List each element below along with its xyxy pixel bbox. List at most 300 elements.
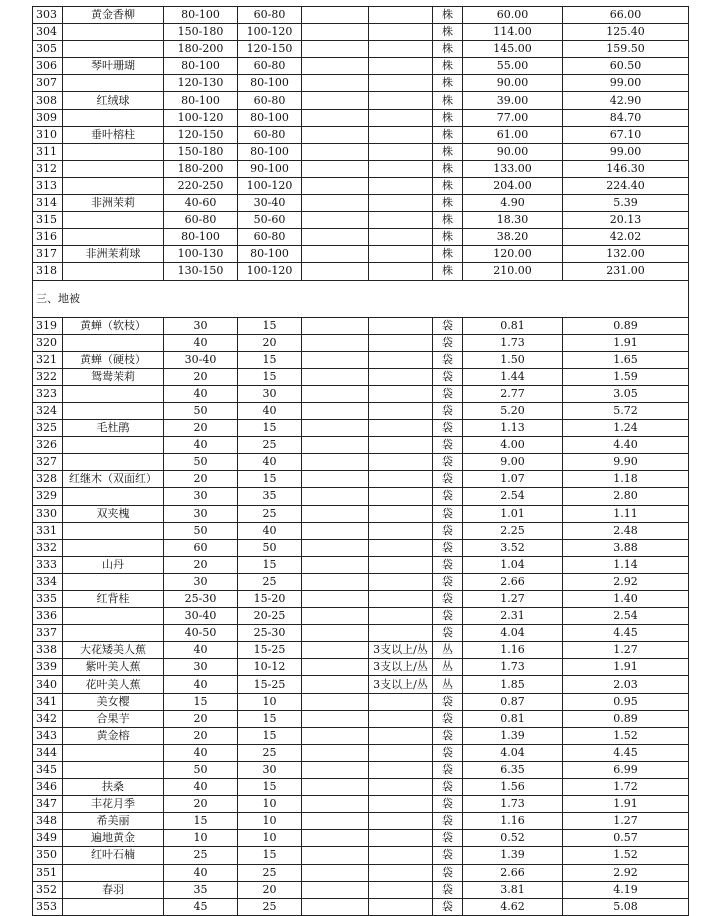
height-spec: 15 bbox=[238, 710, 302, 727]
table-row bbox=[33, 830, 689, 847]
unit-cell: 袋 bbox=[433, 796, 463, 813]
row-number: 304 bbox=[33, 24, 63, 41]
row-number: 335 bbox=[33, 591, 63, 608]
price-1: 3.52 bbox=[463, 539, 563, 556]
note-cell bbox=[369, 488, 433, 505]
price-2: 1.18 bbox=[563, 471, 689, 488]
row-number: 325 bbox=[33, 420, 63, 437]
price-2: 1.27 bbox=[563, 813, 689, 830]
price-1: 1.27 bbox=[463, 591, 563, 608]
height-spec: 50 bbox=[238, 539, 302, 556]
table-row bbox=[33, 437, 689, 454]
price-2: 0.89 bbox=[563, 317, 689, 334]
note-cell bbox=[369, 351, 433, 368]
blank-cell bbox=[302, 779, 369, 796]
crown-spec: 20 bbox=[164, 368, 238, 385]
note-cell bbox=[369, 830, 433, 847]
price-1: 210.00 bbox=[463, 263, 563, 280]
row-number: 321 bbox=[33, 351, 63, 368]
unit-cell: 袋 bbox=[433, 454, 463, 471]
plant-name: 扶桑 bbox=[63, 779, 164, 796]
price-2: 2.92 bbox=[563, 864, 689, 881]
height-spec: 60-80 bbox=[238, 58, 302, 75]
price-2: 1.59 bbox=[563, 368, 689, 385]
note-cell bbox=[369, 7, 433, 24]
price-1: 9.00 bbox=[463, 454, 563, 471]
price-2: 84.70 bbox=[563, 109, 689, 126]
blank-cell bbox=[302, 744, 369, 761]
crown-spec: 30-40 bbox=[164, 351, 238, 368]
unit-cell: 袋 bbox=[433, 779, 463, 796]
blank-cell bbox=[302, 676, 369, 693]
note-cell bbox=[369, 143, 433, 160]
height-spec: 15-25 bbox=[238, 676, 302, 693]
blank-cell bbox=[302, 437, 369, 454]
height-spec: 10-12 bbox=[238, 659, 302, 676]
blank-cell bbox=[302, 351, 369, 368]
plant-name: 琴叶珊瑚 bbox=[63, 58, 164, 75]
price-2: 1.65 bbox=[563, 351, 689, 368]
table-row bbox=[33, 41, 689, 58]
plant-name bbox=[63, 625, 164, 642]
row-number: 336 bbox=[33, 608, 63, 625]
plant-name: 非洲茉莉球 bbox=[63, 246, 164, 263]
price-2: 1.11 bbox=[563, 505, 689, 522]
price-2: 67.10 bbox=[563, 126, 689, 143]
note-cell: 3支以上/丛 bbox=[369, 676, 433, 693]
blank-cell bbox=[302, 813, 369, 830]
price-1: 2.66 bbox=[463, 573, 563, 590]
row-number: 338 bbox=[33, 642, 63, 659]
price-2: 5.39 bbox=[563, 195, 689, 212]
crown-spec: 50 bbox=[164, 454, 238, 471]
row-number: 334 bbox=[33, 573, 63, 590]
crown-spec: 80-100 bbox=[164, 58, 238, 75]
blank-cell bbox=[302, 864, 369, 881]
plant-name bbox=[63, 573, 164, 590]
table-row bbox=[33, 591, 689, 608]
crown-spec: 40 bbox=[164, 642, 238, 659]
price-2: 146.30 bbox=[563, 160, 689, 177]
blank-cell bbox=[302, 488, 369, 505]
plant-name: 希美丽 bbox=[63, 813, 164, 830]
unit-cell: 株 bbox=[433, 263, 463, 280]
price-1: 133.00 bbox=[463, 160, 563, 177]
plant-name bbox=[63, 160, 164, 177]
crown-spec: 80-100 bbox=[164, 92, 238, 109]
table-row bbox=[33, 642, 689, 659]
plant-name: 花叶美人蕉 bbox=[63, 676, 164, 693]
crown-spec: 25-30 bbox=[164, 591, 238, 608]
height-spec: 40 bbox=[238, 522, 302, 539]
crown-spec: 45 bbox=[164, 898, 238, 915]
crown-spec: 60 bbox=[164, 539, 238, 556]
blank-cell bbox=[302, 420, 369, 437]
plant-name bbox=[63, 488, 164, 505]
price-2: 2.48 bbox=[563, 522, 689, 539]
plant-name bbox=[63, 109, 164, 126]
price-1: 1.04 bbox=[463, 556, 563, 573]
price-2: 224.40 bbox=[563, 177, 689, 194]
crown-spec: 30-40 bbox=[164, 608, 238, 625]
blank-cell bbox=[302, 402, 369, 419]
table-row bbox=[33, 263, 689, 280]
plant-name bbox=[63, 608, 164, 625]
blank-cell bbox=[302, 898, 369, 915]
crown-spec: 50 bbox=[164, 402, 238, 419]
crown-spec: 120-150 bbox=[164, 126, 238, 143]
height-spec: 100-120 bbox=[238, 263, 302, 280]
plant-name bbox=[63, 522, 164, 539]
note-cell bbox=[369, 522, 433, 539]
plant-name: 大花矮美人蕉 bbox=[63, 642, 164, 659]
height-spec: 90-100 bbox=[238, 160, 302, 177]
height-spec: 15 bbox=[238, 727, 302, 744]
height-spec: 25 bbox=[238, 437, 302, 454]
price-1: 2.66 bbox=[463, 864, 563, 881]
price-table bbox=[32, 6, 689, 916]
note-cell bbox=[369, 385, 433, 402]
row-number: 330 bbox=[33, 505, 63, 522]
blank-cell bbox=[302, 454, 369, 471]
note-cell bbox=[369, 881, 433, 898]
crown-spec: 30 bbox=[164, 317, 238, 334]
price-2: 4.45 bbox=[563, 744, 689, 761]
row-number: 306 bbox=[33, 58, 63, 75]
height-spec: 100-120 bbox=[238, 177, 302, 194]
plant-name bbox=[63, 229, 164, 246]
table-row bbox=[33, 177, 689, 194]
row-number: 307 bbox=[33, 75, 63, 92]
unit-cell: 株 bbox=[433, 58, 463, 75]
row-number: 351 bbox=[33, 864, 63, 881]
note-cell bbox=[369, 195, 433, 212]
table-row bbox=[33, 351, 689, 368]
price-1: 1.07 bbox=[463, 471, 563, 488]
blank-cell bbox=[302, 727, 369, 744]
table-row bbox=[33, 898, 689, 915]
unit-cell: 袋 bbox=[433, 488, 463, 505]
price-2: 5.08 bbox=[563, 898, 689, 915]
plant-name: 双夹槐 bbox=[63, 505, 164, 522]
blank-cell bbox=[302, 505, 369, 522]
row-number: 327 bbox=[33, 454, 63, 471]
price-1: 4.04 bbox=[463, 625, 563, 642]
plant-name bbox=[63, 864, 164, 881]
blank-cell bbox=[302, 58, 369, 75]
unit-cell: 丛 bbox=[433, 659, 463, 676]
row-number: 353 bbox=[33, 898, 63, 915]
blank-cell bbox=[302, 591, 369, 608]
note-cell bbox=[369, 402, 433, 419]
blank-cell bbox=[302, 881, 369, 898]
plant-name: 丰花月季 bbox=[63, 796, 164, 813]
height-spec: 10 bbox=[238, 813, 302, 830]
price-2: 5.72 bbox=[563, 402, 689, 419]
price-1: 4.04 bbox=[463, 744, 563, 761]
table-row bbox=[33, 676, 689, 693]
note-cell bbox=[369, 92, 433, 109]
crown-spec: 130-150 bbox=[164, 263, 238, 280]
price-1: 1.50 bbox=[463, 351, 563, 368]
note-cell bbox=[369, 898, 433, 915]
note-cell: 3支以上/丛 bbox=[369, 642, 433, 659]
table-row bbox=[33, 160, 689, 177]
height-spec: 25 bbox=[238, 864, 302, 881]
height-spec: 15 bbox=[238, 317, 302, 334]
unit-cell: 株 bbox=[433, 160, 463, 177]
blank-cell bbox=[302, 177, 369, 194]
row-number: 333 bbox=[33, 556, 63, 573]
blank-cell bbox=[302, 625, 369, 642]
blank-cell bbox=[302, 761, 369, 778]
crown-spec: 20 bbox=[164, 471, 238, 488]
unit-cell: 袋 bbox=[433, 864, 463, 881]
row-number: 305 bbox=[33, 41, 63, 58]
height-spec: 25 bbox=[238, 505, 302, 522]
height-spec: 25 bbox=[238, 898, 302, 915]
price-1: 1.73 bbox=[463, 796, 563, 813]
price-2: 6.99 bbox=[563, 761, 689, 778]
crown-spec: 80-100 bbox=[164, 229, 238, 246]
unit-cell: 袋 bbox=[433, 317, 463, 334]
table-body-part-2 bbox=[33, 317, 689, 915]
table-row bbox=[33, 608, 689, 625]
price-2: 3.88 bbox=[563, 539, 689, 556]
table-row bbox=[33, 385, 689, 402]
note-cell bbox=[369, 761, 433, 778]
note-cell bbox=[369, 109, 433, 126]
table-row bbox=[33, 420, 689, 437]
blank-cell bbox=[302, 659, 369, 676]
plant-name bbox=[63, 212, 164, 229]
unit-cell: 株 bbox=[433, 195, 463, 212]
crown-spec: 35 bbox=[164, 881, 238, 898]
table-row bbox=[33, 58, 689, 75]
height-spec: 20-25 bbox=[238, 608, 302, 625]
height-spec: 30 bbox=[238, 385, 302, 402]
price-2: 1.52 bbox=[563, 847, 689, 864]
row-number: 329 bbox=[33, 488, 63, 505]
height-spec: 10 bbox=[238, 693, 302, 710]
unit-cell: 株 bbox=[433, 7, 463, 24]
plant-name: 遍地黄金 bbox=[63, 830, 164, 847]
note-cell bbox=[369, 625, 433, 642]
blank-cell bbox=[302, 693, 369, 710]
row-number: 343 bbox=[33, 727, 63, 744]
height-spec: 20 bbox=[238, 334, 302, 351]
unit-cell: 袋 bbox=[433, 898, 463, 915]
blank-cell bbox=[302, 334, 369, 351]
note-cell bbox=[369, 591, 433, 608]
crown-spec: 40 bbox=[164, 779, 238, 796]
price-2: 125.40 bbox=[563, 24, 689, 41]
price-2: 2.92 bbox=[563, 573, 689, 590]
crown-spec: 80-100 bbox=[164, 7, 238, 24]
price-1: 0.52 bbox=[463, 830, 563, 847]
row-number: 339 bbox=[33, 659, 63, 676]
height-spec: 100-120 bbox=[238, 24, 302, 41]
crown-spec: 10 bbox=[164, 830, 238, 847]
plant-name bbox=[63, 402, 164, 419]
price-2: 42.02 bbox=[563, 229, 689, 246]
price-2: 9.90 bbox=[563, 454, 689, 471]
row-number: 345 bbox=[33, 761, 63, 778]
table-row bbox=[33, 659, 689, 676]
unit-cell: 株 bbox=[433, 126, 463, 143]
unit-cell: 袋 bbox=[433, 608, 463, 625]
table-row bbox=[33, 402, 689, 419]
height-spec: 60-80 bbox=[238, 229, 302, 246]
price-2: 1.91 bbox=[563, 659, 689, 676]
blank-cell bbox=[302, 41, 369, 58]
unit-cell: 袋 bbox=[433, 505, 463, 522]
unit-cell: 株 bbox=[433, 177, 463, 194]
unit-cell: 袋 bbox=[433, 881, 463, 898]
table-row bbox=[33, 143, 689, 160]
row-number: 341 bbox=[33, 693, 63, 710]
blank-cell bbox=[302, 229, 369, 246]
note-cell bbox=[369, 710, 433, 727]
section-header-row bbox=[33, 280, 689, 317]
note-cell bbox=[369, 727, 433, 744]
note-cell bbox=[369, 437, 433, 454]
price-1: 0.81 bbox=[463, 710, 563, 727]
table-row bbox=[33, 75, 689, 92]
height-spec: 40 bbox=[238, 454, 302, 471]
price-1: 0.81 bbox=[463, 317, 563, 334]
price-2: 2.80 bbox=[563, 488, 689, 505]
blank-cell bbox=[302, 385, 369, 402]
height-spec: 60-80 bbox=[238, 7, 302, 24]
unit-cell: 袋 bbox=[433, 847, 463, 864]
unit-cell: 丛 bbox=[433, 642, 463, 659]
blank-cell bbox=[302, 608, 369, 625]
row-number: 320 bbox=[33, 334, 63, 351]
price-1: 4.62 bbox=[463, 898, 563, 915]
price-1: 204.00 bbox=[463, 177, 563, 194]
height-spec: 120-150 bbox=[238, 41, 302, 58]
price-2: 1.14 bbox=[563, 556, 689, 573]
table-body-part-1 bbox=[33, 7, 689, 281]
table-row bbox=[33, 881, 689, 898]
crown-spec: 60-80 bbox=[164, 212, 238, 229]
crown-spec: 40 bbox=[164, 437, 238, 454]
note-cell bbox=[369, 334, 433, 351]
unit-cell: 袋 bbox=[433, 556, 463, 573]
price-1: 2.54 bbox=[463, 488, 563, 505]
note-cell bbox=[369, 58, 433, 75]
blank-cell bbox=[302, 24, 369, 41]
unit-cell: 袋 bbox=[433, 351, 463, 368]
table-row bbox=[33, 505, 689, 522]
blank-cell bbox=[302, 573, 369, 590]
row-number: 340 bbox=[33, 676, 63, 693]
plant-name bbox=[63, 761, 164, 778]
plant-name bbox=[63, 539, 164, 556]
plant-name bbox=[63, 334, 164, 351]
table-row bbox=[33, 779, 689, 796]
row-number: 309 bbox=[33, 109, 63, 126]
unit-cell: 袋 bbox=[433, 591, 463, 608]
row-number: 346 bbox=[33, 779, 63, 796]
unit-cell: 袋 bbox=[433, 420, 463, 437]
blank-cell bbox=[302, 642, 369, 659]
section-title: 三、地被 bbox=[33, 280, 689, 317]
price-2: 99.00 bbox=[563, 143, 689, 160]
blank-cell bbox=[302, 368, 369, 385]
blank-cell bbox=[302, 471, 369, 488]
price-1: 1.44 bbox=[463, 368, 563, 385]
plant-name: 黄金榕 bbox=[63, 727, 164, 744]
price-1: 2.77 bbox=[463, 385, 563, 402]
price-sheet bbox=[32, 6, 688, 916]
row-number: 311 bbox=[33, 143, 63, 160]
section-row bbox=[33, 280, 689, 317]
plant-name: 紫叶美人蕉 bbox=[63, 659, 164, 676]
note-cell bbox=[369, 847, 433, 864]
note-cell bbox=[369, 573, 433, 590]
note-cell bbox=[369, 744, 433, 761]
row-number: 308 bbox=[33, 92, 63, 109]
table-row bbox=[33, 471, 689, 488]
plant-name bbox=[63, 75, 164, 92]
table-row bbox=[33, 744, 689, 761]
price-2: 0.89 bbox=[563, 710, 689, 727]
price-2: 42.90 bbox=[563, 92, 689, 109]
plant-name bbox=[63, 385, 164, 402]
unit-cell: 袋 bbox=[433, 471, 463, 488]
plant-name: 黄金香柳 bbox=[63, 7, 164, 24]
plant-name: 红绒球 bbox=[63, 92, 164, 109]
table-row bbox=[33, 229, 689, 246]
price-1: 61.00 bbox=[463, 126, 563, 143]
unit-cell: 株 bbox=[433, 75, 463, 92]
note-cell bbox=[369, 24, 433, 41]
note-cell bbox=[369, 420, 433, 437]
note-cell bbox=[369, 813, 433, 830]
plant-name bbox=[63, 41, 164, 58]
note-cell bbox=[369, 779, 433, 796]
crown-spec: 30 bbox=[164, 573, 238, 590]
plant-name: 合果芋 bbox=[63, 710, 164, 727]
note-cell bbox=[369, 505, 433, 522]
height-spec: 25 bbox=[238, 744, 302, 761]
crown-spec: 30 bbox=[164, 488, 238, 505]
unit-cell: 丛 bbox=[433, 676, 463, 693]
note-cell bbox=[369, 229, 433, 246]
note-cell bbox=[369, 471, 433, 488]
plant-name bbox=[63, 744, 164, 761]
blank-cell bbox=[302, 195, 369, 212]
price-2: 4.19 bbox=[563, 881, 689, 898]
price-1: 1.73 bbox=[463, 659, 563, 676]
price-2: 0.57 bbox=[563, 830, 689, 847]
plant-name: 垂叶榕柱 bbox=[63, 126, 164, 143]
unit-cell: 袋 bbox=[433, 744, 463, 761]
row-number: 337 bbox=[33, 625, 63, 642]
unit-cell: 株 bbox=[433, 92, 463, 109]
crown-spec: 40-50 bbox=[164, 625, 238, 642]
blank-cell bbox=[302, 317, 369, 334]
unit-cell: 袋 bbox=[433, 368, 463, 385]
note-cell bbox=[369, 263, 433, 280]
height-spec: 40 bbox=[238, 402, 302, 419]
price-2: 1.52 bbox=[563, 727, 689, 744]
note-cell bbox=[369, 160, 433, 177]
row-number: 344 bbox=[33, 744, 63, 761]
plant-name: 红继木（双面红） bbox=[63, 471, 164, 488]
